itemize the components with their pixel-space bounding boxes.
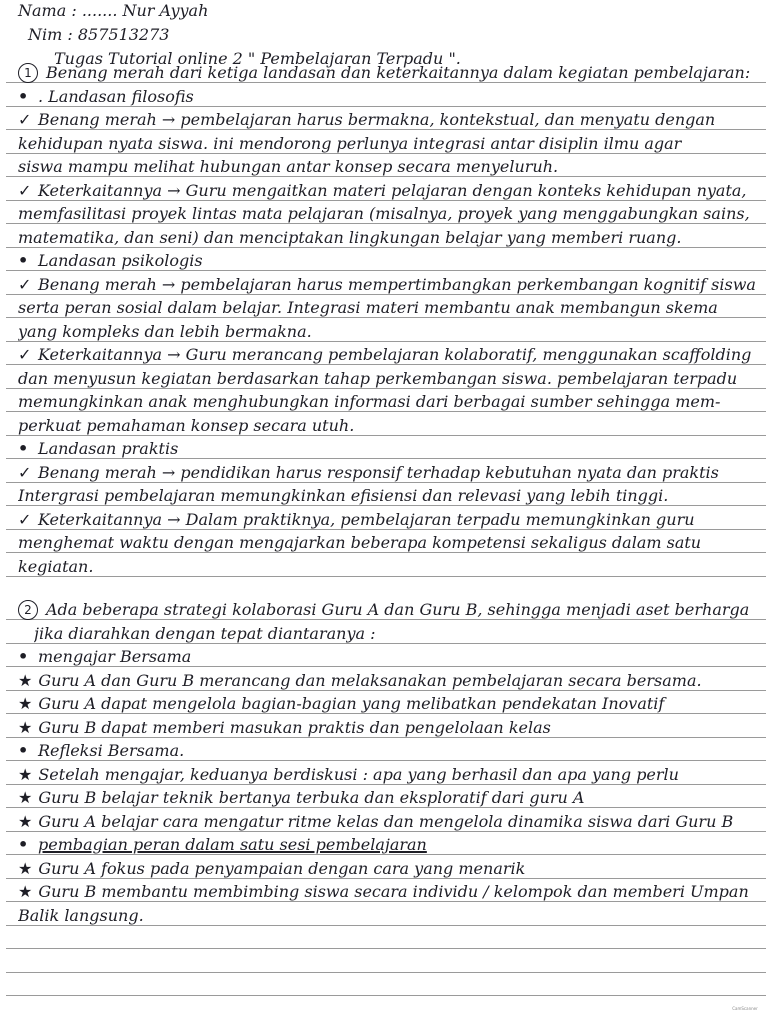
text-line [18,249,762,273]
check-icon: ✓ [18,462,32,482]
line-text: Guru B membantu membimbing siswa secara individu / kelompok dan memberi Umpan [38,882,749,901]
star-icon: ★ [18,858,33,878]
check-icon: ✓ [18,110,32,129]
ruled-line [6,995,766,996]
line-text: Guru B dapat memberi masukan praktis dan pengelolaan kelas [38,717,551,737]
line-text: mengajar Bersama [38,647,192,666]
star-icon: ★ [18,811,33,831]
text-line [18,437,762,461]
star-icon: ★ [18,717,33,737]
check-icon: ✓ [18,274,32,294]
line-text: memfasilitasi proyek lintas mata pelajaran (misalnya, proyek yang menggabungkan sains, [18,204,750,223]
ruled-line [6,948,766,949]
text-line [18,61,762,85]
text-line [18,904,762,928]
text-line [34,622,762,646]
line-text: Benang merah → pembelajaran harus mempertimbangkan perkembangan kognitif siswa [38,274,756,294]
text-line [18,786,762,810]
line-text: Guru A fokus pada penyampaian dengan cara yang menarik [38,858,526,878]
line-text: pembagian peran dalam satu sesi pembelajaran [38,835,427,854]
text-line [18,531,762,555]
line-text: Balik langsung. [18,905,144,925]
text-line [18,716,762,740]
line-text: Guru A dapat mengelola bagian-bagian yang melibatkan pendekatan Inovatif [38,694,665,713]
text-line [18,555,762,579]
bullet-icon: • [18,647,29,666]
check-icon: ✓ [18,180,32,200]
line-text: kegiatan. [18,556,94,576]
check-icon: ✓ [18,509,32,529]
line-text: perkuat pemahaman konsep secara utuh. [18,415,355,435]
line-text: Refleksi Bersama. [38,741,185,760]
text-line [18,343,762,367]
text-line [18,85,762,109]
text-line [18,645,762,669]
ruled-line [6,972,766,973]
bullet-icon: • [18,251,29,270]
text-line [18,202,762,226]
text-line [18,484,762,508]
text-line [18,508,762,532]
text-line [18,179,762,203]
text-line [18,763,762,787]
line-text: yang kompleks dan lebih bermakna. [18,321,312,341]
text-line [18,833,762,857]
text-line [18,296,762,320]
line-text: Guru A dan Guru B merancang dan melaksanakan pembelajaran secara bersama. [38,670,702,690]
star-icon: ★ [18,788,33,807]
line-text: Keterkaitannya → Guru mengaitkan materi pelajaran dengan konteks kehidupan nyata, [38,180,747,200]
line-text: Landasan praktis [38,439,179,458]
line-text: Landasan psikologis [38,251,203,270]
star-icon: ★ [18,694,33,713]
student-id: Nim : 857513273 [28,25,170,44]
line-text: Guru A belajar cara mengatur ritme kelas dan mengelola dinamika siswa dari Guru B [38,811,734,831]
bullet-icon: • [18,86,29,106]
text-line [18,692,762,716]
line-text: serta peran sosial dalam belajar. Integrasi materi membantu anak membangun skema [18,298,718,317]
text-line [18,320,762,344]
bullet-icon: • [18,835,29,854]
line-text: Benang merah → pendidikan harus responsif terhadap kebutuhan nyata dan praktis [38,462,719,482]
line-text: Benang merah dari ketiga landasan dan keterkaitannya dalam kegiatan pembelajaran: [46,63,751,82]
text-line [18,390,762,414]
line-text: . Landasan filosofis [38,86,194,106]
section-number: 2 [18,600,38,620]
text-line [18,857,762,881]
line-text: jika diarahkan dengan tepat diantaranya : [34,623,376,643]
text-line [18,273,762,297]
line-text: menghemat waktu dengan mengajarkan beberapa kompetensi sekaligus dalam satu [18,533,702,552]
check-icon: ✓ [18,345,32,364]
line-text: Guru B belajar teknik bertanya terbuka dan eksploratif dari guru A [38,788,585,807]
line-text: Setelah mengajar, keduanya berdiskusi : apa yang berhasil dan apa yang perlu [38,764,679,784]
assignment-title: Tugas Tutorial online 2 " Pembelajaran Terpadu ". [54,49,461,68]
line-text: Keterkaitannya → Dalam praktiknya, pembelajaran terpadu memungkinkan guru [38,509,695,529]
text-line [18,739,762,763]
star-icon: ★ [18,764,33,784]
text-line [18,226,762,250]
text-line [18,367,762,391]
bullet-icon: • [18,741,29,760]
line-text: siswa mampu melihat hubungan antar konsep secara menyeluruh. [18,157,559,176]
scanner-watermark: CamScanner [732,1006,758,1011]
line-text: Ada beberapa strategi kolaborasi Guru A dan Guru B, sehingga menjadi aset berharga [46,600,750,619]
section-number: 1 [18,63,38,83]
text-line [18,132,762,156]
line-text: matematika, dan seni) dan menciptakan lingkungan belajar yang memberi ruang. [18,227,682,247]
star-icon: ★ [18,882,33,901]
text-line [18,108,762,132]
bullet-icon: • [18,439,29,458]
text-line [18,461,762,485]
text-line [18,414,762,438]
text-line [18,155,762,179]
star-icon: ★ [18,670,33,690]
line-text: memungkinkan anak menghubungkan informasi dari berbagai sumber sehingga mem- [18,392,721,411]
text-line [18,669,762,693]
line-text: Keterkaitannya → Guru merancang pembelajaran kolaboratif, menggunakan scaffolding [38,345,752,364]
line-text: Intergrasi pembelajaran memungkinkan efisiensi dan relevasi yang lebih tinggi. [18,486,669,505]
line-text: Benang merah → pembelajaran harus bermakna, kontekstual, dan menyatu dengan [38,110,716,129]
text-line [18,880,762,904]
student-name: Nama : ....... Nur Ayyah [18,1,209,20]
text-line [18,810,762,834]
text-line [18,598,762,622]
line-text: dan menyusun kegiatan berdasarkan tahap perkembangan siswa. pembelajaran terpadu [18,368,738,388]
line-text: kehidupan nyata siswa. ini mendorong perlunya integrasi antar disiplin ilmu agar [18,133,682,153]
